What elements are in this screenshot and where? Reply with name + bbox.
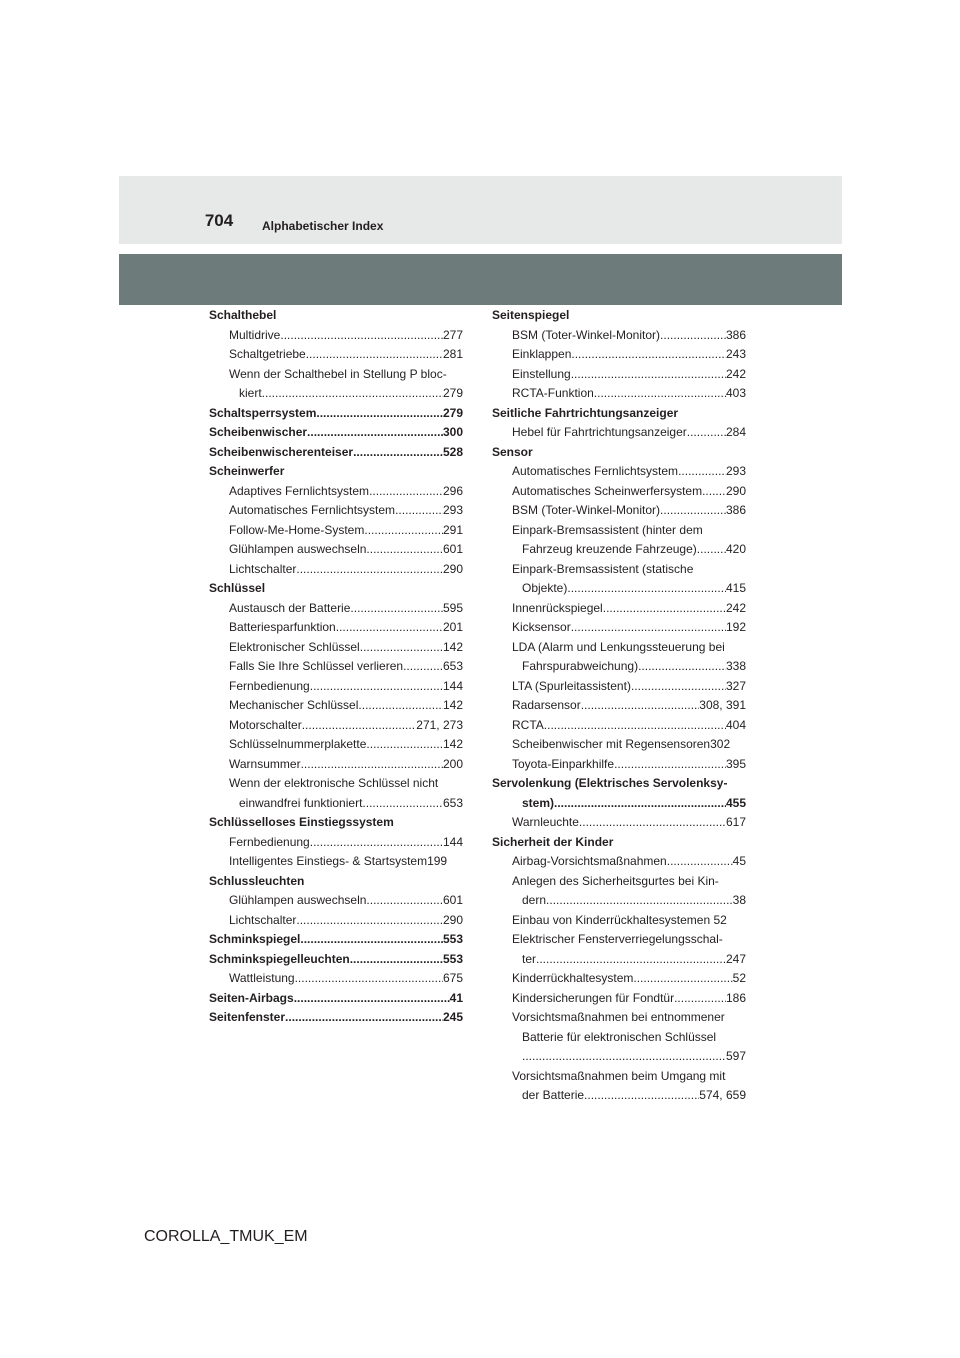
entry-text: Seitenfenster [209, 1010, 286, 1024]
dot-leader [403, 657, 443, 677]
dot-leader [584, 1086, 699, 1106]
dot-leader [554, 794, 726, 814]
dot-leader [546, 891, 733, 911]
index-entry: Scheibenwischer mit Regensensoren302 [512, 737, 731, 751]
entry-text: BSM (Toter-Winkel-Monitor) [512, 503, 661, 517]
index-entry [492, 1047, 746, 1067]
index-heading [209, 950, 463, 970]
page-reference: 601 [442, 542, 463, 556]
entry-text: Automatisches Scheinwerfersystem [512, 483, 703, 498]
page-reference: 553 [442, 932, 463, 946]
page-reference: 653 [442, 795, 463, 810]
dot-leader [301, 755, 443, 775]
index-entry [209, 560, 463, 580]
page-reference: 597 [725, 1049, 746, 1063]
index-entry [209, 755, 463, 775]
page-reference: 420 [725, 542, 746, 556]
page-reference: 338 [725, 659, 746, 673]
dot-leader [687, 423, 726, 443]
dot-leader [633, 969, 732, 989]
entry-text: Kindersicherungen für Fondtür [512, 990, 675, 1005]
entry-text: Schlüsselnummerplakette [229, 737, 367, 751]
index-column-left [209, 306, 463, 1028]
entry-text: Falls Sie Ihre Schlüssel verlieren [229, 659, 404, 673]
dot-leader [579, 813, 726, 833]
index-entry [492, 540, 746, 560]
page-reference: 245 [442, 1010, 463, 1024]
page-reference: 38 [732, 893, 746, 907]
index-entry [492, 501, 746, 521]
index-entry [492, 716, 746, 736]
dot-leader [300, 930, 443, 950]
entry-text: Schaltsperrsystem [209, 405, 317, 420]
entry-text: Radarsensor [512, 698, 581, 712]
page-reference: 144 [442, 678, 463, 693]
page-reference: 279 [442, 386, 463, 400]
entry-text: Wattleistung [229, 971, 295, 985]
page-reference: 455 [725, 795, 746, 810]
page-reference: 277 [442, 327, 463, 342]
entry-text: Glühlampen auswechseln [229, 893, 367, 907]
page-reference: 52 [732, 971, 746, 985]
entry-text: Fahrzeug kreuzende Fahrzeuge) [522, 542, 697, 556]
dot-leader [631, 677, 726, 697]
dot-leader [567, 579, 726, 599]
index-entry [209, 657, 463, 677]
index-entry [209, 521, 463, 541]
index-entry [492, 696, 746, 716]
page-reference: 601 [442, 893, 463, 907]
entry-text: Automatisches Fernlichtsystem [229, 503, 396, 517]
page-reference: 281 [442, 347, 463, 361]
page-reference: 142 [442, 737, 463, 751]
entry-text: dern [522, 893, 547, 907]
entry-text: Scheibenwischer [209, 425, 308, 439]
entry-text: Einstellung [512, 366, 571, 381]
page-reference: 247 [725, 951, 746, 966]
index-entry: Vorsichtsmaßnahmen bei entnommener [512, 1010, 725, 1024]
page-reference: 528 [442, 444, 463, 459]
entry-text: Elektronischer Schlüssel [229, 639, 360, 654]
page-reference: 293 [442, 503, 463, 517]
entry-text: Automatisches Fernlichtsystem [512, 464, 679, 478]
page-reference: 386 [725, 503, 746, 517]
dot-leader [638, 657, 726, 677]
index-heading: Schalthebel [209, 308, 277, 322]
index-entry: Vorsichtsmaßnahmen beim Umgang mit [512, 1068, 726, 1083]
entry-text: Fernbedienung [229, 678, 310, 693]
entry-text: Innenrückspiegel [512, 600, 603, 615]
entry-text: Austausch der Batterie [229, 600, 351, 615]
page-reference: 284 [725, 425, 746, 439]
index-entry: Elektrischer Fensterverriegelungsschal- [512, 932, 723, 946]
page-reference: 386 [725, 327, 746, 342]
index-entry [492, 462, 746, 482]
page-reference: 279 [442, 405, 463, 420]
entry-text: LTA (Spurleitassistent) [512, 678, 631, 693]
dot-leader [544, 716, 726, 736]
dot-leader [336, 618, 443, 638]
entry-text: Toyota-Einparkhilfe [512, 756, 615, 771]
page-reference: 327 [725, 678, 746, 693]
entry-text: RCTA [512, 717, 544, 732]
index-heading: Sensor [492, 444, 533, 459]
entry-text: Motorschalter [229, 717, 302, 732]
dot-leader [366, 891, 443, 911]
index-entry [492, 599, 746, 619]
entry-text: RCTA-Funktion [512, 386, 594, 400]
index-entry: Einpark-Bremsassistent (statische [512, 561, 694, 576]
page-reference: 290 [725, 483, 746, 498]
entry-text: Multidrive [229, 327, 281, 342]
index-heading [209, 404, 463, 424]
index-entry [209, 716, 463, 736]
entry-text: ter [522, 951, 537, 966]
dot-leader [364, 521, 443, 541]
dot-leader [366, 540, 443, 560]
index-heading [209, 423, 463, 443]
index-entry [209, 501, 463, 521]
page-reference: 293 [725, 464, 746, 478]
page-reference: 300 [442, 425, 463, 439]
page-reference: 201 [442, 620, 463, 634]
dot-leader [358, 696, 443, 716]
page-reference: 404 [725, 717, 746, 732]
dot-leader [536, 950, 726, 970]
index-entry: Batterie für elektronischen Schlüssel [522, 1029, 717, 1044]
index-heading: Schlussleuchten [209, 873, 305, 888]
index-entry [209, 969, 463, 989]
index-heading: Seitliche Fahrtrichtungsanzeiger [492, 405, 679, 420]
dot-leader [296, 560, 443, 580]
dot-leader [306, 345, 443, 365]
page-reference: 290 [442, 561, 463, 576]
page-reference: 415 [725, 581, 746, 595]
dot-leader [571, 365, 726, 385]
page-reference: 200 [442, 756, 463, 771]
footer-code: COROLLA_TMUK_EM [144, 1228, 308, 1245]
dot-leader [702, 482, 726, 502]
page-reference: 617 [725, 815, 746, 829]
index-heading [492, 794, 746, 814]
entry-text: Fahrspurabweichung) [522, 659, 639, 673]
entry-text: Scheibenwischerenteiser [209, 444, 354, 459]
page-reference: 574, 659 [699, 1088, 746, 1102]
header-band [119, 176, 842, 244]
index-entry [209, 677, 463, 697]
page-reference: 308, 391 [699, 698, 746, 712]
page-reference: 291 [442, 522, 463, 537]
entry-text: Warnleuchte [512, 815, 579, 829]
dot-leader [280, 326, 443, 346]
page-reference: 142 [442, 698, 463, 712]
index-entry: Wenn der Schalthebel in Stellung P bloc- [229, 366, 447, 381]
dot-leader [353, 443, 443, 463]
page-reference: 45 [732, 854, 746, 868]
index-entry [209, 326, 463, 346]
index-heading: Scheinwerfer [209, 464, 285, 478]
page-reference: 271, 273 [416, 717, 463, 732]
page-reference: 290 [442, 912, 463, 927]
dot-leader [366, 735, 443, 755]
index-entry [209, 618, 463, 638]
index-entry [209, 540, 463, 560]
entry-text: BSM (Toter-Winkel-Monitor) [512, 327, 661, 342]
index-heading: Sicherheit der Kinder [492, 834, 614, 849]
index-entry [492, 365, 746, 385]
entry-text: Kinderrückhaltesystem [512, 971, 634, 985]
page-reference: 553 [442, 951, 463, 966]
dot-leader [350, 599, 443, 619]
index-entry [209, 638, 463, 658]
page-reference: 653 [442, 659, 463, 673]
page-reference: 242 [725, 600, 746, 615]
index-entry [209, 911, 463, 931]
dot-leader [667, 852, 733, 872]
dot-leader [294, 989, 450, 1009]
index-entry [492, 657, 746, 677]
index-entry [492, 423, 746, 443]
dot-leader [674, 989, 726, 1009]
page-reference: 142 [442, 639, 463, 654]
page-number: 704 [204, 211, 234, 230]
index-heading [209, 443, 463, 463]
dot-leader [296, 911, 443, 931]
index-heading [209, 989, 463, 1009]
index-entry: Einpark-Bremsassistent (hinter dem [512, 522, 703, 537]
index-entry: Intelligentes Einstiegs- & Startsystem199 [229, 854, 448, 868]
index-entry [492, 852, 746, 872]
dot-leader [310, 677, 443, 697]
entry-text: Lichtschalter [229, 912, 297, 927]
index-entry [492, 579, 746, 599]
entry-text: Adaptives Fernlichtsystem [229, 483, 370, 498]
index-heading: Schlüssel [209, 581, 266, 595]
dot-leader [295, 969, 443, 989]
header-bar [119, 254, 842, 305]
entry-text: Objekte) [522, 581, 568, 595]
dot-leader [603, 599, 726, 619]
dot-leader [594, 384, 726, 404]
index-entry [492, 482, 746, 502]
index-heading [209, 1008, 463, 1028]
index-entry [492, 969, 746, 989]
dot-leader [697, 540, 726, 560]
dot-leader [285, 1008, 443, 1028]
entry-text: Hebel für Fahrtrichtungsanzeiger [512, 425, 687, 439]
index-entry [209, 891, 463, 911]
entry-text: Follow-Me-Home-System [229, 522, 365, 537]
entry-text: Schminkspiegel [209, 932, 301, 946]
index-entry [492, 326, 746, 346]
dot-leader [678, 462, 726, 482]
index-entry: Wenn der elektronische Schlüssel nicht [229, 776, 439, 790]
page-reference: 243 [725, 347, 746, 361]
dot-leader [307, 423, 443, 443]
page-reference: 186 [725, 990, 746, 1005]
index-entry: Anlegen des Sicherheitsgurtes bei Kin- [512, 873, 719, 888]
index-heading: Servolenkung (Elektrisches Servolenksy- [492, 776, 728, 790]
page-reference: 242 [725, 366, 746, 381]
dot-leader [362, 794, 443, 814]
dot-leader [581, 696, 700, 716]
index-entry [209, 599, 463, 619]
index-entry [492, 755, 746, 775]
index-entry: Einbau von Kinderrückhaltesystemen 52 [512, 912, 727, 927]
entry-text: Seiten-Airbags [209, 990, 294, 1005]
index-entry [209, 345, 463, 365]
dot-leader [614, 755, 726, 775]
dot-leader [262, 384, 443, 404]
entry-text: Lichtschalter [229, 561, 297, 576]
index-entry [492, 677, 746, 697]
index-entry: LDA (Alarm und Lenkungssteuerung bei [512, 639, 725, 654]
page-reference: 595 [442, 600, 463, 615]
index-entry [492, 989, 746, 1009]
dot-leader [316, 404, 443, 424]
page-reference: 675 [442, 971, 463, 985]
entry-text: Fernbedienung [229, 834, 310, 849]
entry-text: der Batterie [522, 1088, 585, 1102]
index-entry [492, 1086, 746, 1106]
entry-text: Airbag-Vorsichtsmaßnahmen [512, 854, 667, 868]
entry-text: stem) [522, 795, 555, 810]
index-heading [209, 930, 463, 950]
entry-text: Einklappen [512, 347, 572, 361]
index-heading: Seitenspiegel [492, 308, 570, 322]
dot-leader [369, 482, 443, 502]
entry-text: Glühlampen auswechseln [229, 542, 367, 556]
page-title: Alphabetischer Index [262, 219, 384, 233]
dot-leader [522, 1047, 726, 1067]
dot-leader [571, 345, 726, 365]
entry-text: Warnsummer [229, 756, 301, 771]
dot-leader [310, 833, 443, 853]
entry-text: Batteriesparfunktion [229, 620, 336, 634]
page-reference: 403 [725, 386, 746, 400]
page-reference: 296 [442, 483, 463, 498]
dot-leader [571, 618, 726, 638]
dot-leader [660, 501, 726, 521]
index-entry [209, 735, 463, 755]
index-heading: Schlüsselloses Einstiegssystem [209, 815, 394, 829]
page-reference: 41 [449, 990, 463, 1005]
index-column-right [492, 306, 746, 1106]
index-entry [209, 833, 463, 853]
entry-text: Mechanischer Schlüssel [229, 698, 359, 712]
index-entry [492, 813, 746, 833]
index-entry [209, 384, 463, 404]
index-entry [492, 950, 746, 970]
dot-leader [395, 501, 443, 521]
entry-text: einwandfrei funktioniert [239, 795, 363, 810]
index-entry [209, 482, 463, 502]
index-entry [209, 794, 463, 814]
index-entry [492, 891, 746, 911]
dot-leader [660, 326, 726, 346]
dot-leader [350, 950, 443, 970]
entry-text: Schaltgetriebe [229, 347, 306, 361]
dot-leader [302, 716, 417, 736]
dot-leader [360, 638, 443, 658]
page-reference: 192 [725, 620, 746, 634]
index-entry [209, 696, 463, 716]
index-entry [492, 384, 746, 404]
entry-text: kiert [239, 386, 262, 400]
index-entry [492, 345, 746, 365]
entry-text: Kicksensor [512, 620, 571, 634]
page-reference: 144 [442, 834, 463, 849]
entry-text: Schminkspiegelleuchten [209, 951, 350, 966]
page-reference: 395 [725, 756, 746, 771]
index-entry [492, 618, 746, 638]
